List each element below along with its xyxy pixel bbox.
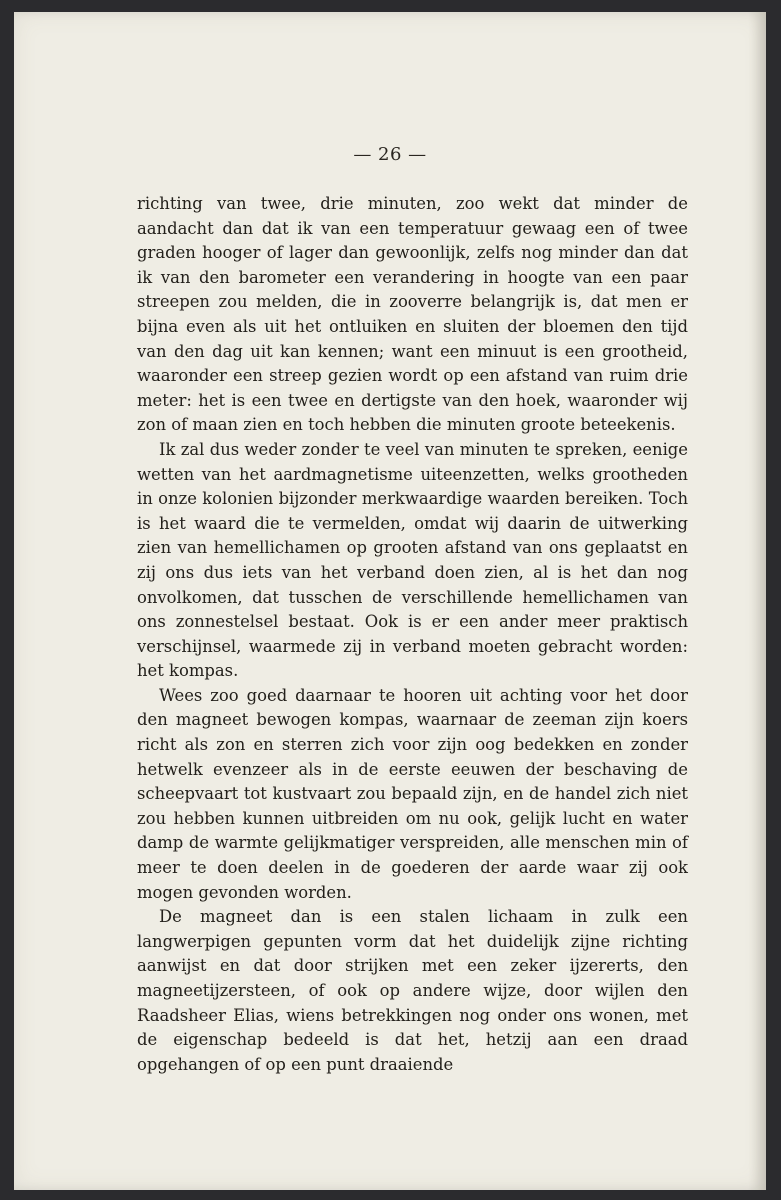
paragraph-2: Ik zal dus weder zonder te veel van minuten te spreken, eenige wetten van het aardmagnetisme uiteenzetten, welks grootheden in onze kolonien bijzonder merkwaardige waarden bereiken. Toch is het waard die te vermelden, omdat wij daarin de uitwerking zien van hemellichamen op grooten afstand van ons geplaatst en zij ons dus iets van het verband doen zien, al is het dan nog onvolkomen, dat tusschen de verschillende hemellichamen van ons zonnestelsel bestaat. Ook is er een ander meer praktisch verschijnsel, waarmede zij in verband moeten gebracht worden: het kompas. — [137, 439, 688, 681]
page-number: — 26 — — [353, 144, 427, 165]
page-edge-shadow — [748, 12, 766, 1190]
paragraph-4: De magneet dan is een stalen lichaam in zulk een langwerpigen gepunten vorm dat het duidelijk zijne richting aanwijst en dat door strijken met een zeker ijzererts, den magneetijzersteen, of ook op andere wijze, door wijlen den Raadsheer Elias, wiens betrekkingen nog onder ons wonen, met de eigenschap bedeeld is dat het, hetzij aan een draad opgehangen of op een punt draaiende — [137, 907, 688, 1074]
body-text — [137, 192, 688, 1077]
paragraph-3: Wees zoo goed daarnaar te hooren uit achting voor het door den magneet bewogen kompas, waarnaar de zeeman zijn koers richt als zon en sterren zich voor zijn oog bedekken en zonder hetwelk evenzeer als in de eerste eeuwen der beschaving de scheepvaart tot kustvaart zou bepaald zijn, en de handel zich niet zou hebben kunnen uitbreiden om nu ook, gelijk lucht en water damp de warmte gelijkmatiger verspreiden, alle menschen min of meer te doen deelen in de goederen der aarde waar zij ook mogen gevonden worden. — [137, 685, 688, 902]
paragraph-1: richting van twee, drie minuten, zoo wekt dat minder de aandacht dan dat ik van een temperatuur gewaag een of twee graden hooger of lager dan gewoonlijk, zelfs nog minder dan dat ik van den barometer een verandering in hoogte van een paar streepen zou melden, die in zooverre belangrijk is, dat men er bijna even als uit het ontluiken en sluiten der bloemen den tijd van den dag uit kan kennen; want een minuut is een grootheid, waaronder een streep gezien wordt op een afstand van ruim drie meter: het is een twee en dertigste van den hoek, waaronder wij zon of maan zien en toch hebben die minuten groote beteekenis. — [137, 194, 688, 435]
book-page — [14, 12, 766, 1190]
